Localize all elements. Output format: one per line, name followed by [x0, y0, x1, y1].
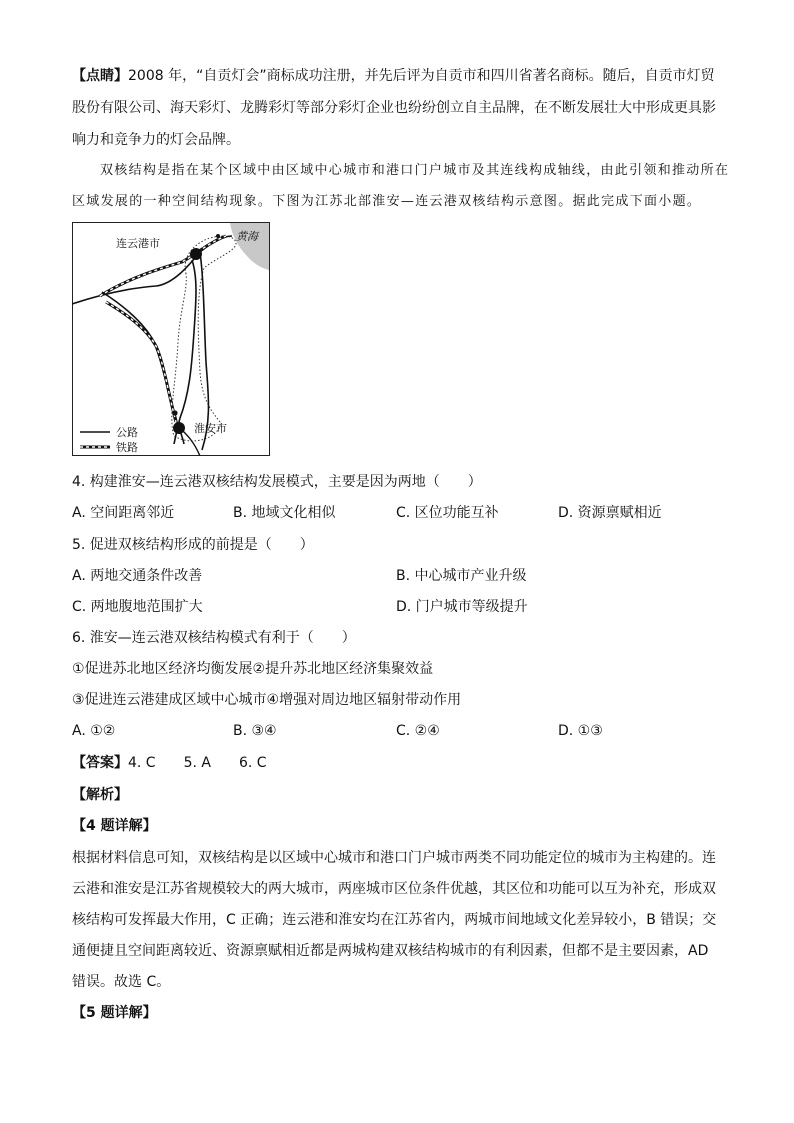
intro-line-1: 双核结构是指在某个区域中由区域中心城市和港口门户城市及其连线构成轴线，由此引领和推动所在 [100, 163, 730, 178]
legend-road-label: 公路 [116, 427, 138, 439]
q5-option-c[interactable]: C. 两地腹地范围扩大 [72, 599, 203, 615]
q4-detail-line-2: 云港和淮安是江苏省规模较大的两大城市，两座城市区位条件优越，其区位和功能可以互为补充，形成双 [72, 881, 716, 897]
q6-statement-2: ③促进连云港建成区域中心城市④增强对周边地区辐射带动作用 [72, 692, 462, 708]
q6-option-b[interactable]: B. ③④ [233, 723, 277, 739]
q4-detail-line-4: 通便捷且空间距离较近、资源禀赋相近都是两城构建双核结构城市的有利因素，但都不是主要因素，AD [72, 943, 709, 959]
legend-rail-label: 铁路 [116, 442, 138, 454]
q4-detail-tag: 【4 题详解】 [72, 818, 157, 834]
q6-option-a[interactable]: A. ①② [72, 723, 116, 739]
q4-detail-line-1: 根据材料信息可知，双核结构是以区域中心城市和港口门户城市两类不同功能定位的城市为主构建的。连 [72, 850, 716, 866]
q5-option-b[interactable]: B. 中心城市产业升级 [396, 568, 527, 584]
shuanghe-structure-map [72, 222, 270, 456]
question-5-stem: 5. 促进双核结构形成的前提是（ ） [72, 537, 314, 553]
q4-option-b[interactable]: B. 地域文化相似 [233, 505, 336, 521]
intro-line-2: 区域发展的一种空间结构现象。下图为江苏北部淮安—连云港双核结构示意图。据此完成下面小题。 [72, 194, 702, 209]
q5-option-a[interactable]: A. 两地交通条件改善 [72, 568, 203, 584]
lianyungang-city-marker [190, 248, 202, 260]
q6-option-d[interactable]: D. ①③ [558, 723, 603, 739]
q4-detail-line-3: 核结构可发挥最大作用，C 正确；连云港和淮安均在江苏省内，两城市间地域文化差异较小，B 错误；交 [72, 912, 717, 928]
q5-option-d[interactable]: D. 门户城市等级提升 [396, 599, 528, 615]
dianjing-line-2: 股份有限公司、海天彩灯、龙腾彩灯等部分彩灯企业也纷纷创立自主品牌，在不断发展壮大中形成更具影 [72, 100, 716, 116]
question-6-stem: 6. 淮安—连云港双核结构模式有利于（ ） [72, 630, 356, 646]
dianjing-line-3: 响力和竞争力的灯会品牌。 [72, 132, 240, 148]
answer-line [72, 753, 267, 773]
q6-statement-1: ①促进苏北地区经济均衡发展②提升苏北地区经济集聚效益 [72, 661, 434, 677]
map-frame [73, 223, 270, 456]
dianjing-tag: 【点睛】 [72, 68, 128, 84]
label-huaian: 淮安市 [194, 423, 227, 435]
answer-item-6: 6. C [238, 755, 267, 771]
dianjing-line-1 [72, 66, 715, 86]
analysis-tag: 【解析】 [72, 787, 128, 803]
answer-item-4: 4. C [128, 755, 156, 771]
label-lianyungang: 连云港市 [116, 238, 160, 250]
label-huanghai: 黄海 [236, 231, 258, 243]
answer-item-5: 5. A [183, 755, 211, 771]
q4-detail-line-5: 错误。故选 C。 [72, 974, 171, 990]
q5-detail-tag: 【5 题详解】 [72, 1005, 157, 1021]
port-marker [216, 234, 220, 238]
q4-option-a[interactable]: A. 空间距离邻近 [72, 505, 175, 521]
question-4-stem: 4. 构建淮安—连云港双核结构发展模式，主要是因为两地（ ） [72, 474, 482, 490]
q6-option-c[interactable]: C. ②④ [396, 723, 440, 739]
answer-tag: 【答案】 [72, 755, 128, 771]
station-marker [172, 410, 177, 415]
dianjing-text-1: 2008 年，“自贡灯会”商标成功注册，并先后评为自贡市和四川省著名商标。随后，自贡市灯贸 [128, 68, 715, 84]
q4-option-c[interactable]: C. 区位功能互补 [396, 505, 499, 521]
q4-option-d[interactable]: D. 资源禀赋相近 [558, 505, 662, 521]
huaian-city-marker [173, 422, 185, 434]
